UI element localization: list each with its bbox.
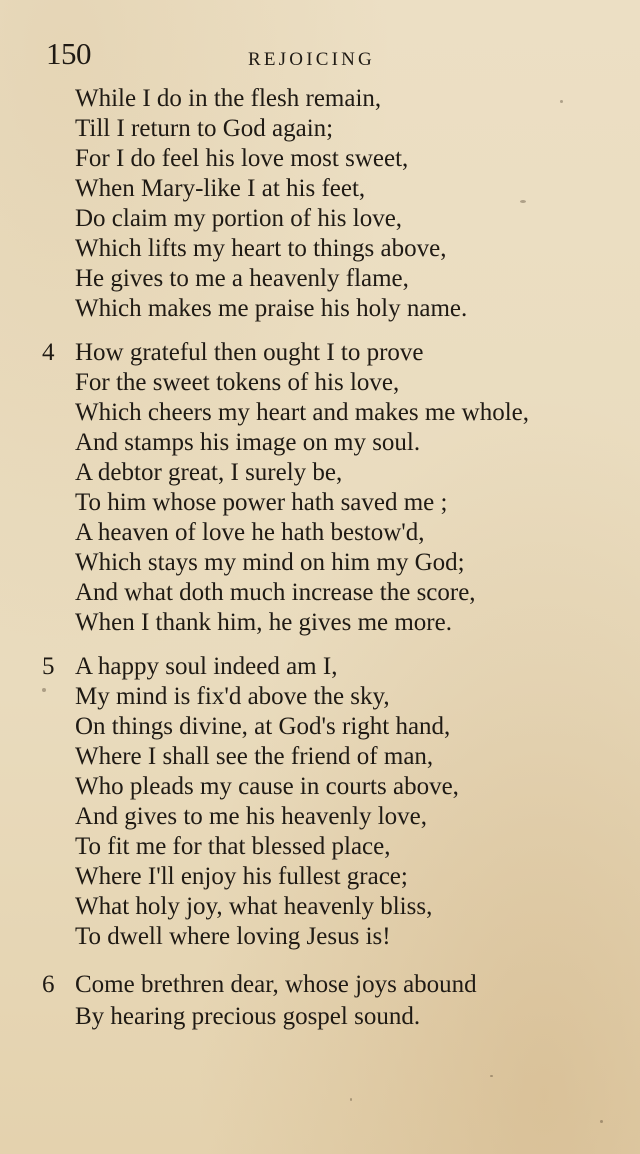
verse-line: Come brethren dear, whose joys abound [75, 971, 477, 998]
running-head: REJOICING [248, 49, 375, 70]
verse-line: And what doth much increase the score, [75, 579, 476, 606]
paper-speck [520, 200, 526, 203]
verse-line: Which stays my mind on him my God; [75, 549, 465, 576]
verse-line: Which lifts my heart to things above, [75, 235, 447, 262]
paper-speck [350, 1098, 352, 1101]
verse-line: Which makes me praise his holy name. [75, 295, 468, 322]
paper-speck [560, 100, 563, 103]
paper-speck [600, 1120, 603, 1123]
verse-line: Where I'll enjoy his fullest grace; [75, 863, 408, 890]
verse-number: 6 [42, 971, 55, 998]
paper-speck [490, 1075, 493, 1077]
verse-line: To fit me for that blessed place, [75, 833, 391, 860]
verse-line: Which cheers my heart and makes me whole, [75, 399, 529, 426]
verse-line: While I do in the flesh remain, [75, 85, 382, 112]
verse-line: A happy soul indeed am I, [75, 653, 338, 680]
verse-line: A debtor great, I surely be, [75, 459, 343, 486]
verse-line: To him whose power hath saved me ; [75, 489, 448, 516]
verse-line: Where I shall see the friend of man, [75, 743, 434, 770]
verse-line: Who pleads my cause in courts above, [75, 773, 459, 800]
verse-line: For I do feel his love most sweet, [75, 145, 409, 172]
verse-line: What holy joy, what heavenly bliss, [75, 893, 433, 920]
verse-line: When I thank him, he gives me more. [75, 609, 452, 636]
verse-line: How grateful then ought I to prove [75, 339, 424, 366]
verse-number: 4 [42, 339, 55, 366]
verse-line: Do claim my portion of his love, [75, 205, 403, 232]
verse-line: To dwell where loving Jesus is! [75, 923, 391, 950]
verse-line: When Mary-like I at his feet, [75, 175, 366, 202]
verse-line: Till I return to God again; [75, 115, 334, 142]
verse-line: He gives to me a heavenly flame, [75, 265, 409, 292]
verse-line: A heaven of love he hath bestow'd, [75, 519, 425, 546]
verse-line: And stamps his image on my soul. [75, 429, 421, 456]
verse-line: My mind is fix'd above the sky, [75, 683, 390, 710]
verse-line: On things divine, at God's right hand, [75, 713, 451, 740]
page-number: 150 [46, 36, 91, 71]
verse-line: And gives to me his heavenly love, [75, 803, 428, 830]
verse-line: By hearing precious gospel sound. [75, 1003, 421, 1030]
verse-line: For the sweet tokens of his love, [75, 369, 400, 396]
paper-speck [42, 688, 46, 692]
verse-number: 5 [42, 653, 55, 680]
